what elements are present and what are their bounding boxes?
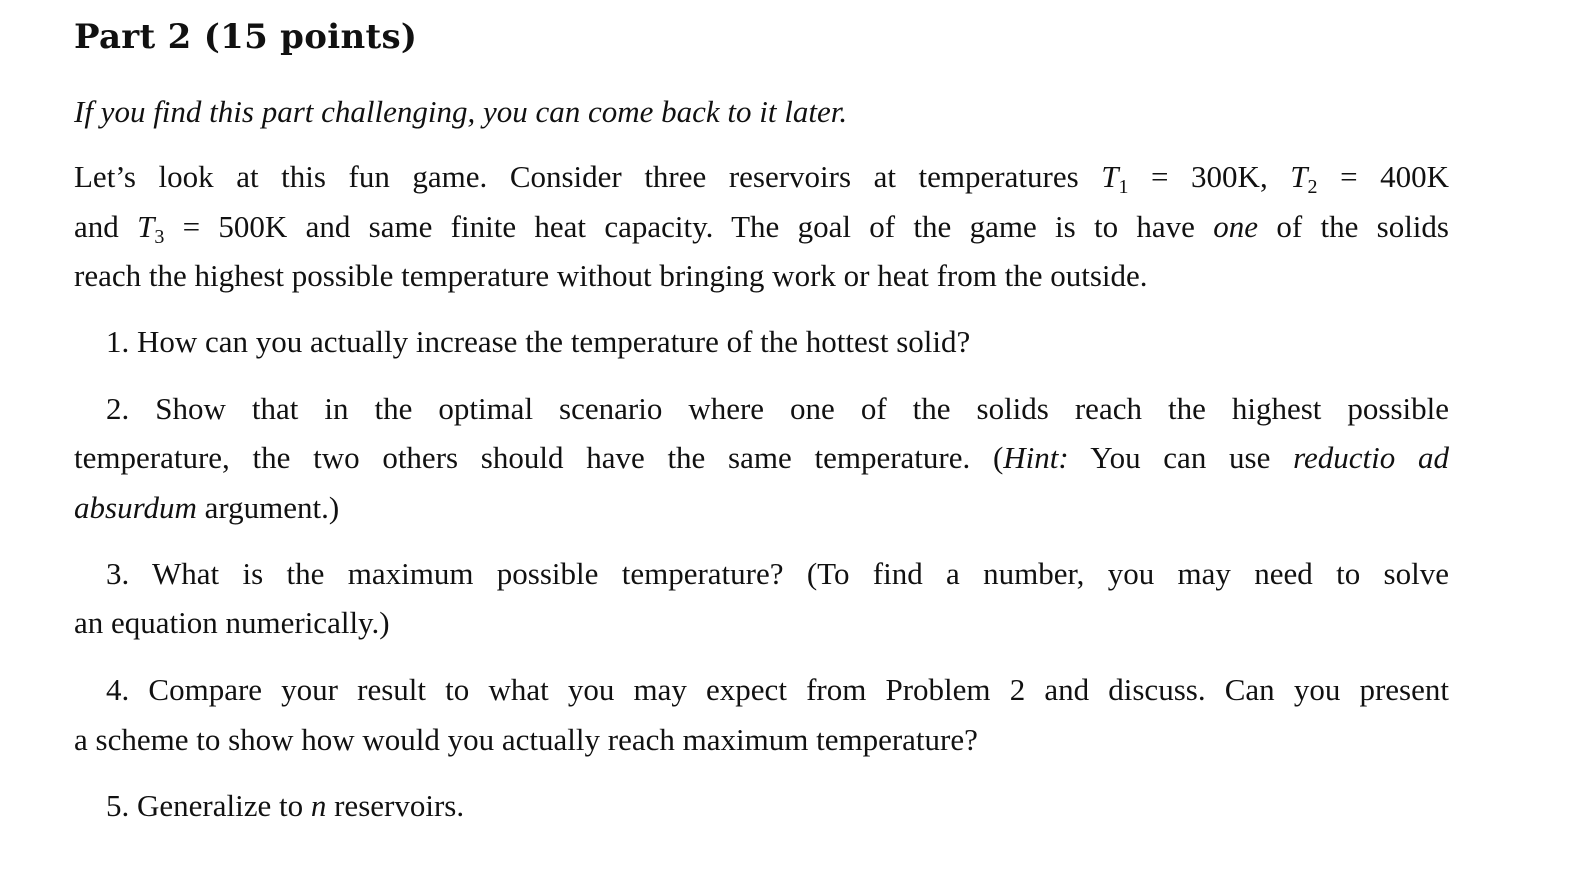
question-text: reservoirs. <box>326 788 465 823</box>
question-1: 1. How can you actually increase the temperature of the hottest solid? <box>106 324 971 359</box>
question-5 <box>106 786 464 826</box>
sub-1: 1 <box>1118 176 1129 198</box>
paragraph-line-3: reach the highest possible temperature without bringing work or heat from the outside. <box>74 258 1148 293</box>
value-t1: = 300K, <box>1128 159 1291 194</box>
value-t2: = 400K <box>1317 159 1450 194</box>
question-2-line-2 <box>74 438 1449 478</box>
sub-2: 2 <box>1307 176 1318 198</box>
question-text: temperature, the two others should have the same temperature. ( <box>74 440 1004 475</box>
var-n: n <box>310 788 327 823</box>
var-t3: T <box>137 209 155 244</box>
question-2-line-1: 2. Show that in the optimal scenario where one of the solids reach the highest possible <box>106 391 1449 426</box>
sub-3: 3 <box>154 226 165 248</box>
question-text: 5. Generalize to <box>106 788 311 823</box>
emphasis-one: one <box>1213 209 1259 244</box>
var-t1: T <box>1101 159 1119 194</box>
paragraph-text: of the solids <box>1258 209 1449 244</box>
latin-phrase: absurdum <box>74 490 197 525</box>
question-3-line-2: an equation numerically.) <box>74 605 390 640</box>
question-3-line-1: 3. What is the maximum possible temperature? (To find a number, you may need to solve <box>106 556 1449 591</box>
hint-label: Hint: <box>1003 440 1069 475</box>
question-text: argument.) <box>196 490 340 525</box>
var-t2: T <box>1290 159 1308 194</box>
paragraph-text: and <box>74 209 138 244</box>
question-text: You can use <box>1068 440 1294 475</box>
paragraph-text: Let’s look at this fun game. Consider three reservoirs at temperatures <box>74 159 1102 194</box>
question-4-line-1: 4. Compare your result to what you may expect from Problem 2 and discuss. Can you present <box>106 672 1449 707</box>
paragraph-text: = 500K and same finite heat capacity. The goal of the game is to have <box>164 209 1214 244</box>
latin-phrase: reductio ad <box>1293 440 1449 475</box>
section-heading: Part 2 (15 points) <box>74 17 418 57</box>
question-4-line-2: a scheme to show how would you actually reach maximum temperature? <box>74 722 978 757</box>
paragraph-line-1 <box>74 157 1449 197</box>
intro-note: If you find this part challenging, you can come back to it later. <box>74 94 848 129</box>
question-2-line-3 <box>74 488 339 528</box>
paragraph-line-2 <box>74 207 1449 247</box>
